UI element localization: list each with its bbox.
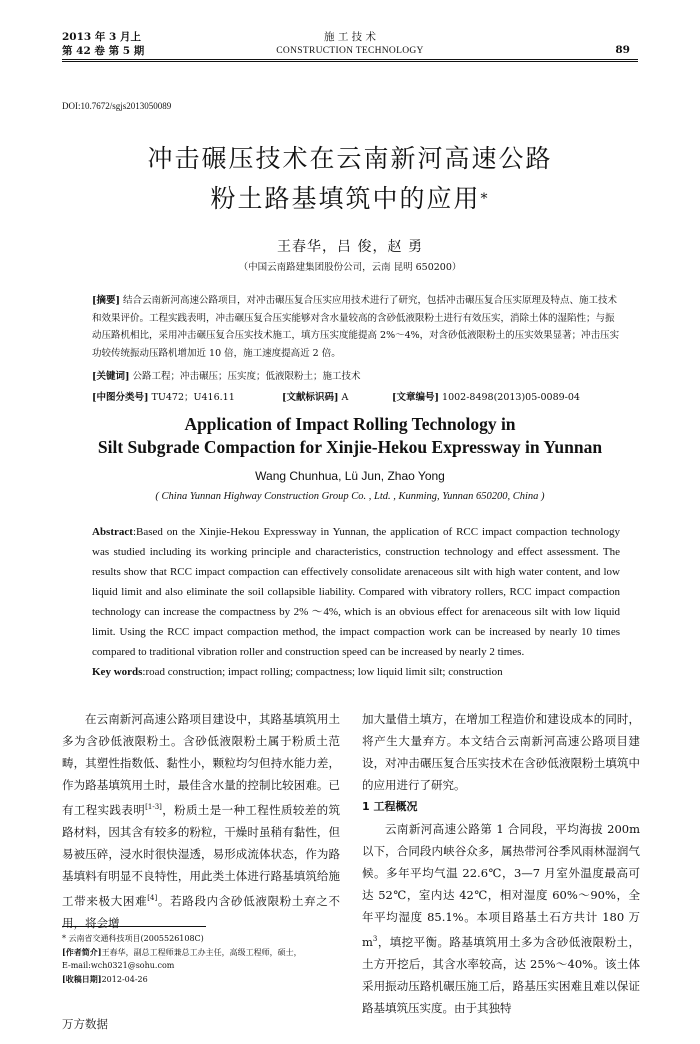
intro-paragraph: 在云南新河高速公路项目建设中，其路基填筑用土多为含砂低液限粉土。含砂低液限粉土属于粉质土范畴，其塑性指数低、黏性小，颗粒均匀但持水能力差，作为路基填筑用土时，最佳含水量的控制比较困难。已有工程实践表明[1-3]，粉质土是一种工程性质较差的筑路材料，因其含有较多的粉粒，干燥时虽稍有黏性，但易被压碎，浸水时很快湿透，易形成流体状态，作为路基填料有明显不良特性，用此类土体进行路基填筑给施工带来极大困难[4]。若路段内含砂低液限粉土弃之不用，将会增 xyxy=(62,712,341,930)
page-number: 89 xyxy=(615,44,630,56)
title-en-line-1: Application of Impact Rolling Technology in xyxy=(184,414,516,434)
clc-value: TU472；U416.11 xyxy=(151,392,235,403)
title-cn-line-2: 粉土路基填筑中的应用* xyxy=(210,184,490,213)
article-no-label: [文章编号] xyxy=(392,392,439,403)
title-footnote-mark: * xyxy=(480,191,490,207)
keywords-en-label: Key words xyxy=(92,666,143,678)
issue-date: 2013 年 3 月上 xyxy=(62,31,141,43)
abstract-en xyxy=(92,522,620,682)
abstract-cn xyxy=(92,292,620,362)
keywords-cn-text: 公路工程；冲击碾压；压实度；低液限粉土；施工技术 xyxy=(132,371,361,382)
author-note: [作者简介]王春华，副总工程师兼总工办主任，高级工程师，硕士， xyxy=(62,946,302,957)
header-rule xyxy=(62,59,638,62)
received-date: [收稿日期]2012-04-26 xyxy=(62,973,148,984)
abstract-en-text: :Based on the Xinjie-Hekou Expressway in Yunnan, the application of RCC impact compaction technology was studied including its working principle and characteristics, construction technology and effect assessment. The results show that RCC impact compaction can effectively consolidate arenaceous silt with high water content, and low liquid limit and also eliminate the soil collapsible liability. Compared with vibratory rollers, RCC impact compaction technology can increase the compactness by 2% ～4%, which is an obvious effect for arenaceous silt with low liquid limit. Using the RCC impact compaction method, the impact compaction work can be increased by nearly 10 times compared to traditional vibration roller and construction speed can be increased by nearly 2 times. xyxy=(92,526,620,658)
keywords-en-text: :road construction; impact rolling; compactness; low liquid limit silt; construction xyxy=(142,666,503,678)
doi: DOI:10.7672/sgjs2013050089 xyxy=(62,101,172,111)
citation-1-3: [1-3] xyxy=(145,803,162,811)
abstract-cn-label: [摘要] xyxy=(92,295,120,306)
author-email: E-mail:wch0321@sohu.com xyxy=(62,961,175,970)
keywords-en xyxy=(92,662,620,682)
abstract-cn-text: 结合云南新河高速公路项目，对冲击碾压复合压实应用技术进行了研究，包括冲击碾压复合压实原理及特点、施工技术和效果评价。工程实践表明，冲击碾压复合压实能够对含水量较高的含砂低液限粉土进行有效压实，消除土体的湿陷性；与振动压路机相比，采用冲击碾压复合压实技术施工，填方压实度能提高 2%～4%，对含砂低液限粉土的压实效果显著；冲击压实功较传统振动压路机增加近 10 倍，施工速度提高近 2 倍。 xyxy=(92,295,620,359)
section-heading-1: 1 工程概况 xyxy=(362,800,418,813)
citation-4: [4] xyxy=(147,893,158,902)
journal-name xyxy=(0,30,700,58)
title-cn-line-1: 冲击碾压技术在云南新河高速公路 xyxy=(147,144,553,173)
keywords-cn-label: [关键词] xyxy=(92,371,130,382)
abstract-en-label: Abstract xyxy=(92,526,133,538)
journal-name-cn: 施 工 技 术 xyxy=(323,31,376,43)
intro-paragraph-continued: 加大量借土填方，在增加工程造价和建设成本的同时，将产生大量弃方。本文结合云南新河高速公路项目建设，对冲击碾压复合压实技术在含砂低液限粉土填筑中的应用进行了研究。 xyxy=(362,712,640,792)
superscript-3: 3 xyxy=(372,935,378,943)
authors-cn: 王春华，吕 俊，赵 勇 xyxy=(277,239,423,255)
body-right-column xyxy=(362,708,640,1019)
title-en-line-2: Silt Subgrade Compaction for Xinjie-Hekou Expressway in Yunnan xyxy=(97,437,603,457)
watermark-footer: 万方数据 xyxy=(62,1017,108,1031)
keywords-cn xyxy=(92,368,620,386)
body-left-column xyxy=(62,708,340,934)
doc-code-label: [文献标识码] xyxy=(282,392,339,403)
project-overview-paragraph: 云南新河高速公路第 1 合同段，平均海拔 200m 以下，合同段内峡谷众多，属热带河谷季风雨林湿润气候。多年平均气温 22.6℃，3—7 月室外温度最高可达 52℃，室内达 42℃，相对湿度 60%～90%，全年平均湿度 85.1%。本项目路基土石方共计 180 万 $m^3$，填挖平衡。路基填筑用土多为含砂低液限粉土，土方开挖后，其含水率较高，达 25%～40%。该土体采用振动压路机碾压施工后，路基压实困难且难以保证路基填筑压实度。由于其独特 xyxy=(362,822,640,1015)
authors-en: Wang Chunhua, Lü Jun, Zhao Yong xyxy=(255,469,445,483)
affiliation-en: ( China Yunnan Highway Construction Group Co. , Ltd. , Kunming, Yunnan 650200, China ) xyxy=(155,491,545,502)
issue-volume: 第 42 卷 第 5 期 xyxy=(62,45,145,57)
fund-note: * 云南省交通科技项目(2005526108C) xyxy=(62,934,204,943)
clc-label: [中图分类号] xyxy=(92,392,149,403)
doc-code-value: A xyxy=(341,392,349,403)
abstract-en-body xyxy=(92,522,620,662)
footnote-rule xyxy=(62,926,206,927)
footnote xyxy=(62,932,340,986)
journal-name-en: CONSTRUCTION TECHNOLOGY xyxy=(276,46,424,56)
affiliation-cn: （中国云南路建集团股份公司，云南 昆明 650200） xyxy=(238,262,462,273)
article-no-value: 1002-8498(2013)05-0089-04 xyxy=(442,392,580,403)
